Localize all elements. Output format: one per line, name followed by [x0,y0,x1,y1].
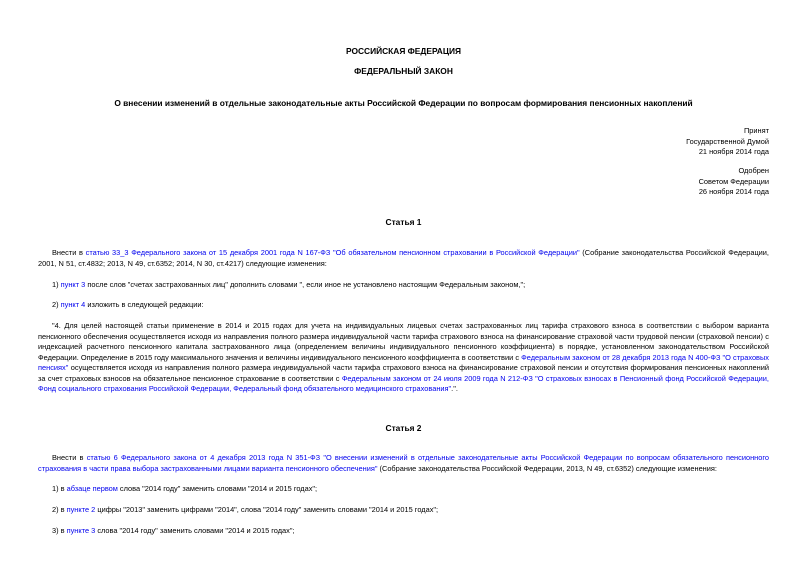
article-1-intro [38,248,769,269]
text-fragment: слова "2014 году" заменить словами "2014 и 2015 годах"; [95,526,295,535]
item-3-link-art2[interactable]: пункте 3 [66,526,96,535]
article-1-title: Статья 1 [385,217,422,227]
item-3-link[interactable]: пункт 3 [60,280,86,289]
first-paragraph-link[interactable]: абзаце первом [66,484,118,493]
approved-line-3: 26 ноября 2014 года [698,187,769,196]
text-fragment: 3) в [52,526,67,535]
approved-line-1: Одобрен [738,166,769,175]
article-1-item-2 [38,300,769,311]
article-2-intro [38,453,769,474]
article-2-item-1 [38,484,769,495]
text-fragment: (Собрание законодательства Российской Федерации, 2001, N 51, ст.4832; 2013, N 49, ст.6352; 2014, N 30, ст.4217) следующие изменения: [38,248,769,268]
text-fragment: 1) в [52,484,67,493]
law-212-fz-link[interactable]: Федеральным законом от 24 июля 2009 года N 212-ФЗ "О страховых взносах в Пенсионный фонд Российской Федерации, Фонд социального страхования Российской Федерации, Федеральный фонд обязательного медицинского страхования" [38,373,769,393]
doc-type-heading: ФЕДЕРАЛЬНЫЙ ЗАКОН [354,66,453,76]
text-fragment: Внести в [52,453,87,462]
adopted-block [686,126,769,158]
approved-block [699,166,769,198]
text-fragment: цифры "2013" заменить цифрами "2014", слова "2014 году" заменить словами "2014 и 2015 годах"; [95,505,439,514]
article-2-title: Статья 2 [385,423,422,433]
law-title: О внесении изменений в отдельные законодательные акты Российской Федерации по вопросам формирования пенсионных накоплений [114,98,693,108]
text-fragment: 2) в [52,505,67,514]
article-1-quote [38,321,769,395]
text-fragment: осуществляется исходя из направления полного размера индивидуальной части тарифа страхового взноса на финансирование страховой пенсии и отсутствия формирования пенсионных накоплений за счет страховых взносов на обязательное пенсионное страхование в соответствии с [38,363,769,383]
law-351-fz-link[interactable]: статью 6 Федерального закона от 4 декабря 2013 года N 351-ФЗ "О внесении изменений в отдельные законодательные акты Российской Федерации по вопросам обязательного пенсионного страхования в части права выбора застрахованными лицами варианта пенсионного обеспечения" [38,453,769,473]
article-2-item-3 [38,526,769,537]
text-fragment: .". [451,384,458,393]
text-fragment: 1) [52,280,61,289]
text-fragment: 2) [52,300,61,309]
text-fragment: изложить в следующей редакции: [85,300,204,309]
text-fragment: слова "2014 году" заменить словами "2014 и 2015 годах"; [117,484,318,493]
adopted-line-1: Принят [743,126,769,135]
adopted-line-3: 21 ноября 2014 года [698,147,769,156]
country-heading: РОССИЙСКАЯ ФЕДЕРАЦИЯ [345,46,462,56]
item-2-link[interactable]: пункте 2 [66,505,96,514]
approved-line-2: Советом Федерации [698,176,769,186]
article-2-item-2 [38,505,769,516]
text-fragment: после слов "счетах застрахованных лиц" дополнить словами ", если иное не установлено настоящим Федеральным законом,"; [85,280,526,289]
law-400-fz-link[interactable]: Федеральным законом от 28 декабря 2013 года N 400-ФЗ "О страховых пенсиях" [38,352,769,372]
adopted-line-2: Государственной Думой [686,136,769,146]
text-fragment: Внести в [52,248,86,257]
text-fragment: "4. Для целей настоящей статьи применение в 2014 и 2015 годах для учета на индивидуальных лицевых счетах застрахованных лиц тарифа страхового взноса в соответствии с выбором варианта пенсионного обеспечения осуществляется исходя из направления полного размера индивидуальной части тарифа страхового взноса на финансирование страховой части трудовой пенсии (страховой пенсии) с индексацией расчетного пенсионного капитала застрахованного лица (определением величины индивидуального пенсионного коэффициента) в порядке, установленном законодательством Российской Федерации. Определение в 2015 году максимального значения и величины индивидуального пенсионного коэффициента в соответствии с [38,321,769,362]
law-167-fz-link[interactable]: статью 33_3 Федерального закона от 15 декабря 2001 года N 167-ФЗ "Об обязательном пенсионном страховании в Российской Федерации" [85,248,580,257]
article-1-item-1 [38,280,769,291]
text-fragment: (Собрание законодательства Российской Федерации, 2013, N 49, ст.6352) следующие изменения: [377,463,717,473]
item-4-link[interactable]: пункт 4 [60,300,86,309]
